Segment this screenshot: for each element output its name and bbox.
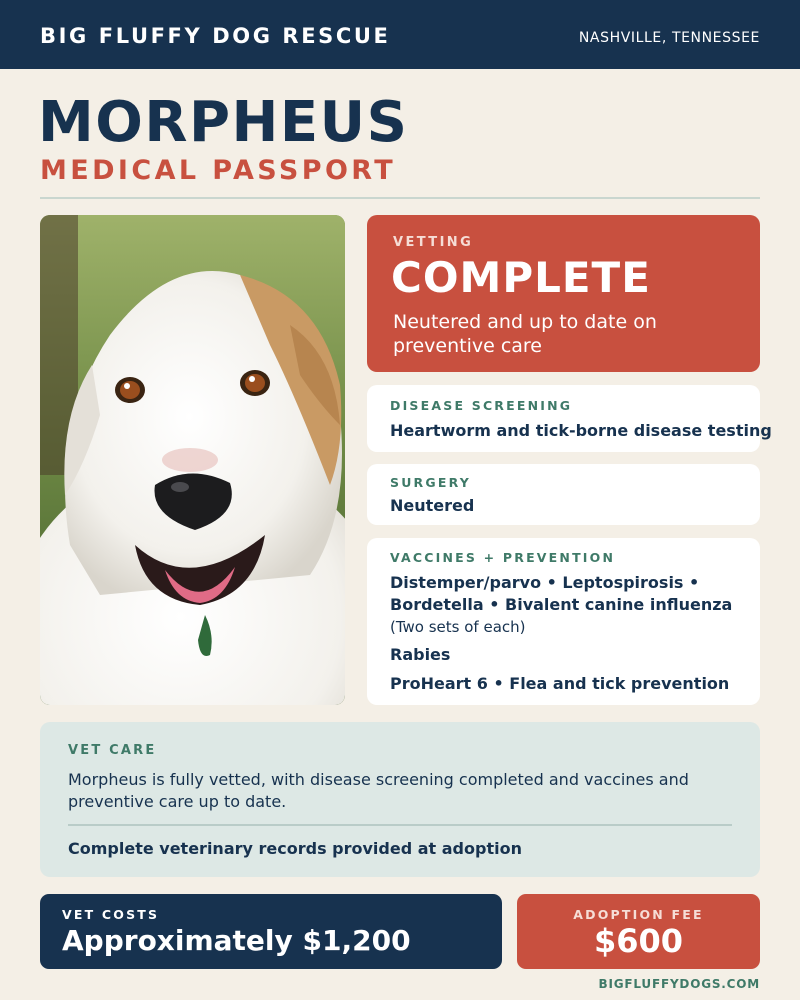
title-divider	[40, 197, 760, 199]
surgery-card	[367, 464, 760, 525]
surgery-label: SURGERY	[390, 475, 471, 490]
vetting-status: COMPLETE	[391, 253, 651, 302]
vet-care-panel	[40, 722, 760, 877]
vaccines-line-2: Bordetella • Bivalent canine influenza	[390, 595, 733, 614]
page-subtitle: MEDICAL PASSPORT	[40, 155, 397, 186]
website-link[interactable]: BIGFLUFFYDOGS.COM	[598, 977, 760, 991]
vet-care-label: VET CARE	[68, 743, 157, 758]
adoption-fee-value: $600	[593, 922, 684, 960]
disease-screening-label: DISEASE SCREENING	[390, 398, 573, 413]
disease-screening-text: Heartworm and tick-borne disease testing	[390, 421, 772, 440]
vaccines-label: VACCINES + PREVENTION	[390, 550, 616, 565]
vet-care-divider	[68, 824, 732, 826]
header-bar	[0, 0, 800, 69]
dog-name: MORPHEUS	[38, 90, 409, 155]
vaccines-rabies: Rabies	[390, 645, 451, 664]
surgery-text: Neutered	[390, 496, 475, 515]
organization-name: BIG FLUFFY DOG RESCUE	[40, 24, 391, 48]
vetting-description: Neutered and up to date on preventive care	[393, 311, 657, 357]
vet-care-text: Morpheus is fully vetted, with disease screening completed and vaccines and preventive care up to date.	[68, 770, 689, 811]
vaccines-note: (Two sets of each)	[390, 618, 526, 636]
vetting-status-card	[367, 215, 760, 372]
disease-screening-card	[367, 385, 772, 452]
vet-care-note: Complete veterinary records provided at adoption	[68, 839, 522, 858]
vaccines-prevention: ProHeart 6 • Flea and tick prevention	[390, 674, 730, 693]
vaccines-line-1: Distemper/parvo • Leptospirosis •	[390, 573, 700, 592]
organization-location: NASHVILLE, TENNESSEE	[578, 30, 760, 46]
vaccines-card	[367, 538, 760, 705]
adoption-fee-panel	[517, 894, 760, 969]
vet-costs-panel	[40, 894, 502, 969]
adoption-fee-label: ADOPTION FEE	[573, 907, 704, 922]
dog-photo	[40, 215, 345, 705]
vet-costs-label: VET COSTS	[62, 907, 160, 922]
vet-costs-value: Approximately $1,200	[62, 924, 411, 957]
vetting-label: VETTING	[393, 235, 474, 250]
